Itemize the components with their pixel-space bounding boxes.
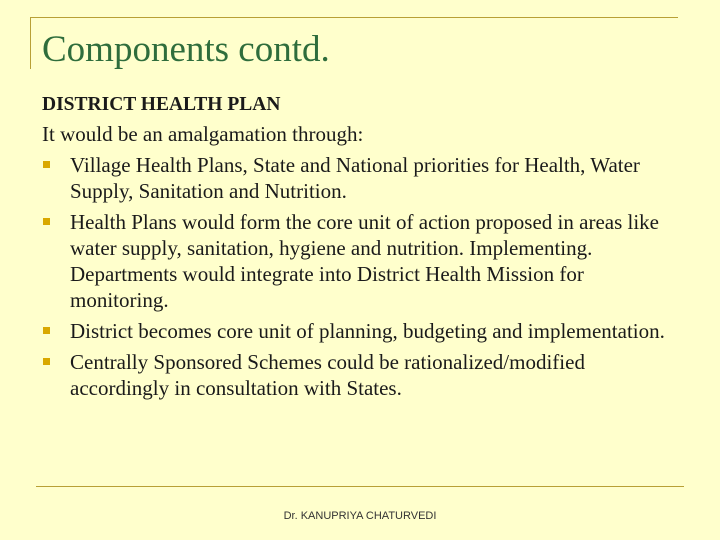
bullet-text: District becomes core unit of planning, budgeting and implementation.: [70, 319, 665, 343]
bullet-text: Health Plans would form the core unit of action proposed in areas like water supply, sanitation, hygiene and nutrition. Implementing. Departments would integrate into District Health Mission for monitoring.: [70, 210, 660, 312]
square-bullet-icon: [43, 218, 50, 225]
left-rule: [30, 17, 31, 69]
bottom-rule: [36, 486, 684, 487]
bullet-item: [42, 209, 682, 313]
square-bullet-icon: [43, 358, 50, 365]
bullet-text: Centrally Sponsored Schemes could be rationalized/modified accordingly in consultation with States.: [70, 350, 585, 400]
footer-author: Dr. KANUPRIYA CHATURVEDI: [283, 510, 437, 522]
bullet-list: [42, 152, 682, 406]
intro-text: It would be an amalgamation through:: [42, 122, 364, 146]
square-bullet-icon: [43, 161, 50, 168]
slide-title: Components contd.: [42, 29, 330, 70]
top-rule: [30, 17, 678, 18]
section-heading: DISTRICT HEALTH PLAN: [42, 94, 281, 115]
bullet-text: Village Health Plans, State and National priorities for Health, Water Supply, Sanitation and Nutrition.: [70, 153, 640, 203]
bullet-item: [42, 152, 682, 204]
square-bullet-icon: [43, 327, 50, 334]
bullet-item: [42, 349, 682, 401]
bullet-item: [42, 318, 682, 344]
